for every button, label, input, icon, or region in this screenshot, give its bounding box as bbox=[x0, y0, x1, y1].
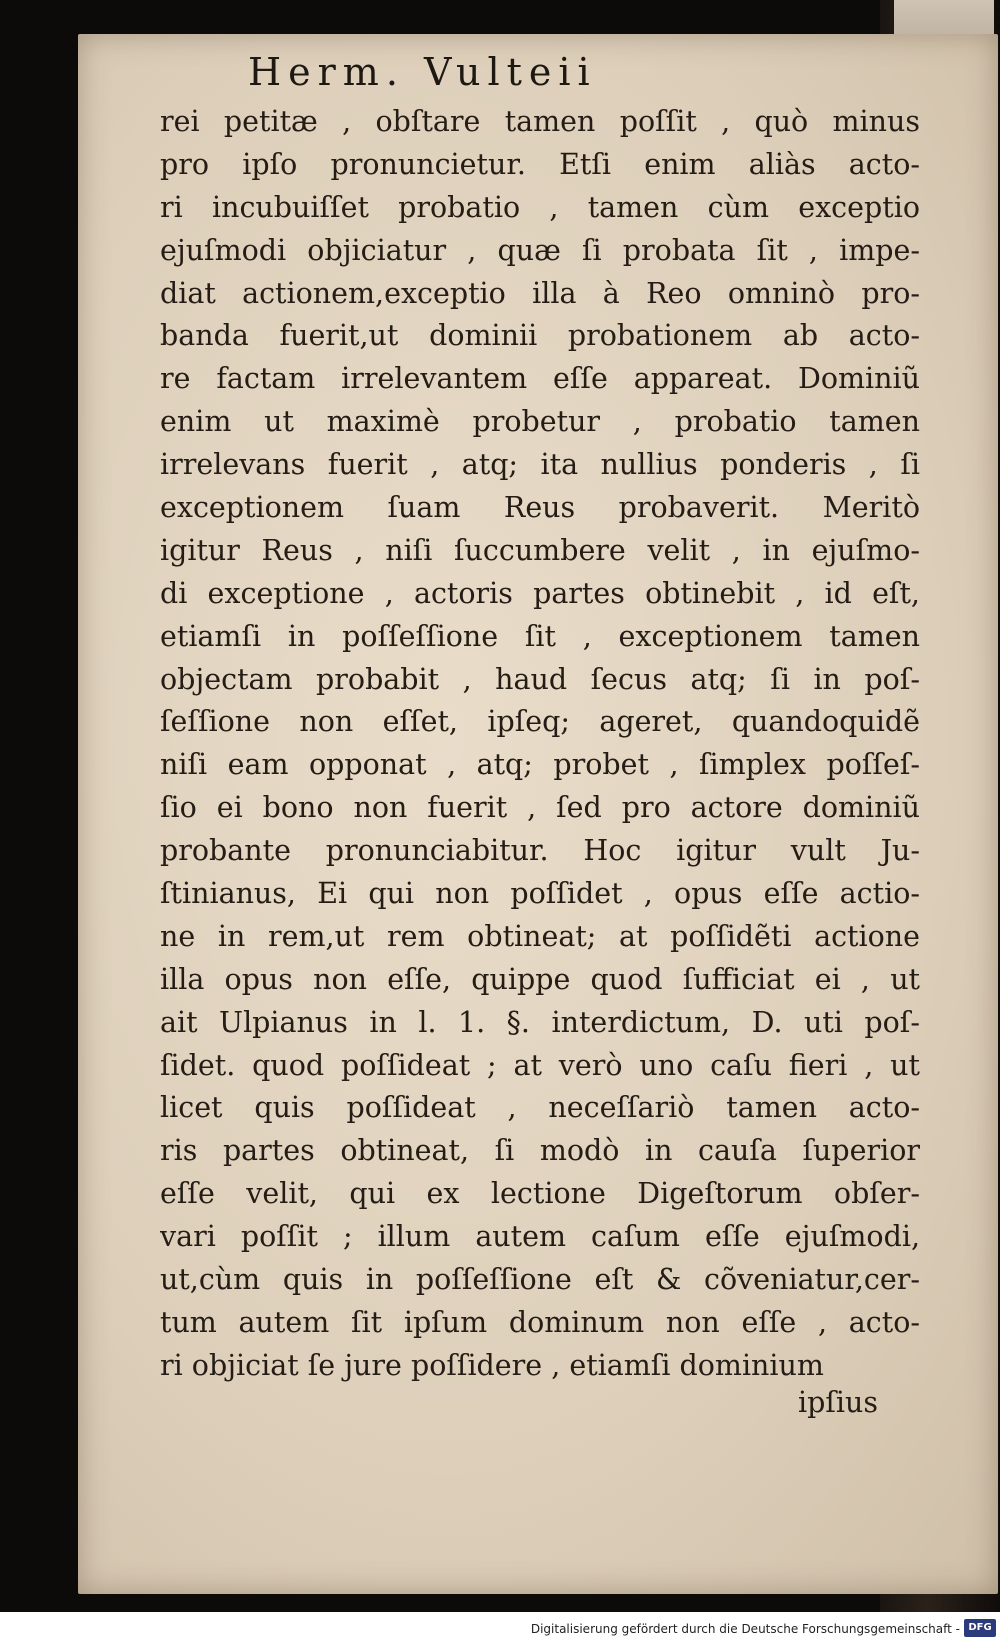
text-line: eſſe velit, qui ex lectione Digeſtorum obſer- bbox=[160, 1177, 920, 1211]
text-line: diat actionem,exceptio illa à Reo omninò pro- bbox=[160, 276, 920, 310]
text-line: probante pronunciabitur. Hoc igitur vult Ju- bbox=[160, 834, 920, 868]
text-line: banda fuerit,ut dominii probationem ab acto- bbox=[160, 319, 920, 353]
text-line: licet quis poſſideat , neceſſariò tamen acto- bbox=[160, 1091, 920, 1125]
text-line: etiamſi in poſſeſſione ſit , exceptionem tamen bbox=[160, 619, 920, 653]
text-line: di exceptione , actoris partes obtinebit , id eſt, bbox=[160, 576, 920, 610]
running-head: Herm. Vulteii bbox=[248, 50, 597, 94]
text-line: vari poſſit ; illum autem caſum eſſe ejuſmodi, bbox=[160, 1220, 920, 1254]
text-line: illa opus non eſſe, quippe quod ſufficiat ei , ut bbox=[160, 962, 920, 996]
text-line: enim ut maximè probetur , probatio tamen bbox=[160, 405, 920, 439]
footer-note: Digitalisierung gefördert durch die Deutsche Forschungsgemeinschaft - bbox=[530, 1622, 960, 1636]
text-line: ait Ulpianus in l. 1. §. interdictum, D. uti poſ- bbox=[160, 1005, 920, 1039]
text-line: ut,cùm quis in poſſeſſione eſt & cõveniatur,cer- bbox=[160, 1263, 920, 1297]
text-line: exceptionem ſuam Reus probaverit. Meritò bbox=[160, 491, 920, 525]
text-line: ne in rem,ut rem obtineat; at poſſidẽti actione bbox=[160, 919, 920, 953]
text-line: tum autem ſit ipſum dominum non eſſe , acto- bbox=[160, 1305, 920, 1339]
text-line: re factam irrelevantem eſſe appareat. Dominiũ bbox=[160, 362, 920, 396]
text-line: ris partes obtineat, ſi modò in cauſa ſuperior bbox=[160, 1134, 920, 1168]
text-line: igitur Reus , niſi ſuccumbere velit , in ejuſmo- bbox=[160, 533, 920, 567]
footer-bar bbox=[0, 1612, 1000, 1645]
catchword: ipſius bbox=[797, 1386, 878, 1419]
text-line: ſeſſione non eſſet, ipſeq; ageret, quandoquidẽ bbox=[160, 705, 920, 739]
text-line: irrelevans fuerit , atq; ita nullius ponderis , ſi bbox=[160, 448, 920, 482]
text-line: niſi eam opponat , atq; probet , ſimplex poſſeſ- bbox=[160, 748, 920, 782]
text-line: ejuſmodi objiciatur , quæ ſi probata ſit , impe- bbox=[160, 233, 920, 267]
text-line: pro ipſo pronuncietur. Etſi enim aliàs acto- bbox=[160, 147, 920, 181]
text-line: ſtinianus, Ei qui non poſſidet , opus eſſe actio- bbox=[160, 877, 920, 911]
text-line: ſidet. quod poſſideat ; at verò uno caſu fieri , ut bbox=[160, 1048, 920, 1082]
text-line: rei petitæ , obſtare tamen poſſit , quò minus bbox=[160, 105, 920, 138]
text-line: objectam probabit , haud ſecus atq; ſi in poſ- bbox=[160, 662, 920, 696]
text-line: ri incubuiſſet probatio , tamen cùm exceptio bbox=[160, 190, 920, 224]
dfg-logo-icon: DFG bbox=[964, 1619, 996, 1637]
body-text bbox=[160, 101, 920, 1388]
text-line: ſio ei bono non fuerit , ſed pro actore dominiũ bbox=[160, 791, 920, 825]
text-line: ri objiciat ſe jure poſſidere , etiamſi dominium bbox=[160, 1348, 824, 1382]
